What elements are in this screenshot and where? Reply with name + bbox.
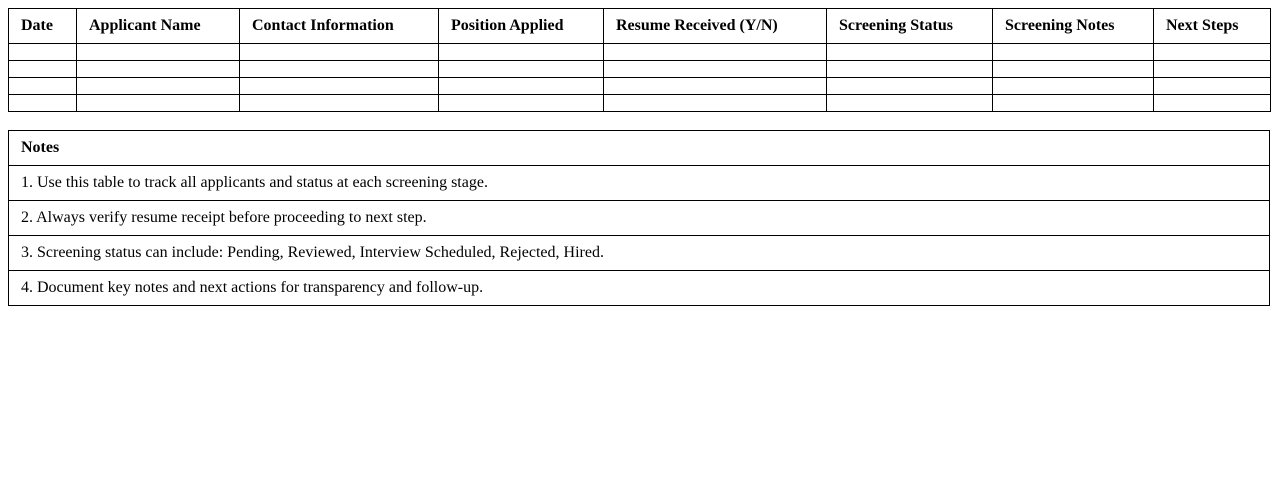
table-row	[9, 61, 1271, 78]
table-cell[interactable]	[240, 78, 439, 95]
table-cell[interactable]	[827, 44, 993, 61]
notes-header-row	[9, 131, 1270, 166]
table-cell[interactable]	[77, 78, 240, 95]
list-item	[9, 166, 1270, 201]
table-cell[interactable]	[604, 78, 827, 95]
table-cell[interactable]	[9, 95, 77, 112]
table-cell[interactable]	[827, 61, 993, 78]
table-cell[interactable]	[240, 61, 439, 78]
table-cell[interactable]	[604, 95, 827, 112]
table-cell[interactable]	[604, 44, 827, 61]
column-header-next-steps: Next Steps	[1154, 9, 1271, 44]
table-cell[interactable]	[240, 95, 439, 112]
table-cell[interactable]	[827, 78, 993, 95]
table-cell[interactable]	[77, 61, 240, 78]
table-cell[interactable]	[439, 78, 604, 95]
table-cell[interactable]	[240, 44, 439, 61]
note-item: 1. Use this table to track all applicants and status at each screening stage.	[9, 166, 1270, 201]
column-header-contact-information: Contact Information	[240, 9, 439, 44]
table-cell[interactable]	[9, 44, 77, 61]
notes-table	[8, 130, 1270, 306]
table-cell[interactable]	[9, 61, 77, 78]
column-header-applicant-name: Applicant Name	[77, 9, 240, 44]
table-cell[interactable]	[993, 61, 1154, 78]
table-cell[interactable]	[1154, 44, 1271, 61]
table-cell[interactable]	[827, 95, 993, 112]
table-row	[9, 44, 1271, 61]
table-cell[interactable]	[77, 44, 240, 61]
note-item: 4. Document key notes and next actions for transparency and follow-up.	[9, 271, 1270, 306]
table-header-row	[9, 9, 1271, 44]
table-cell[interactable]	[604, 61, 827, 78]
applicant-tracking-table	[8, 8, 1271, 112]
table-cell[interactable]	[993, 78, 1154, 95]
column-header-resume-received: Resume Received (Y/N)	[604, 9, 827, 44]
table-cell[interactable]	[1154, 78, 1271, 95]
table-cell[interactable]	[9, 78, 77, 95]
table-cell[interactable]	[1154, 95, 1271, 112]
table-cell[interactable]	[993, 44, 1154, 61]
note-item: 3. Screening status can include: Pending, Reviewed, Interview Scheduled, Rejected, Hired.	[9, 236, 1270, 271]
notes-heading: Notes	[9, 131, 1270, 166]
table-cell[interactable]	[993, 95, 1154, 112]
column-header-date: Date	[9, 9, 77, 44]
table-cell[interactable]	[439, 44, 604, 61]
table-cell[interactable]	[77, 95, 240, 112]
table-row	[9, 78, 1271, 95]
table-cell[interactable]	[439, 95, 604, 112]
list-item	[9, 271, 1270, 306]
column-header-screening-notes: Screening Notes	[993, 9, 1154, 44]
note-item: 2. Always verify resume receipt before proceeding to next step.	[9, 201, 1270, 236]
list-item	[9, 236, 1270, 271]
list-item	[9, 201, 1270, 236]
column-header-position-applied: Position Applied	[439, 9, 604, 44]
table-row	[9, 95, 1271, 112]
table-cell[interactable]	[1154, 61, 1271, 78]
column-header-screening-status: Screening Status	[827, 9, 993, 44]
table-cell[interactable]	[439, 61, 604, 78]
